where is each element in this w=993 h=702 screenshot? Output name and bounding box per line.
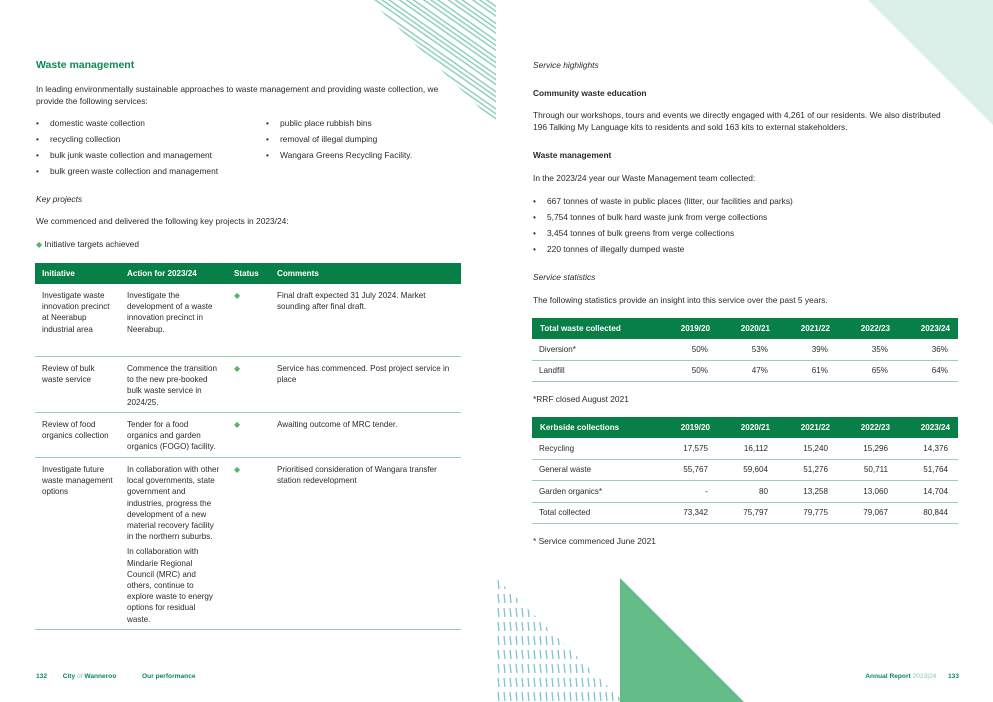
table-row (35, 458, 461, 630)
comment-cell: Prioritised consideration of Wangara transfer station redevelopment (270, 458, 461, 630)
column-header: 2019/20 (658, 318, 718, 339)
comment-cell: Awaiting outcome of MRC tender. (270, 413, 461, 458)
initiative-cell: Investigate future waste management options (35, 458, 120, 630)
decorative-triangle-top (868, 0, 993, 125)
column-header: Kerbside collections (532, 417, 658, 438)
table-cell: 50,711 (838, 459, 898, 481)
table1-note: *RRF closed August 2021 (533, 394, 629, 404)
key-projects-table (35, 263, 461, 630)
legend-label: Initiative targets achieved (44, 239, 139, 249)
table-cell: 17,575 (658, 438, 718, 459)
column-header: 2023/24 (898, 417, 958, 438)
key-projects-heading: Key projects (36, 194, 83, 204)
table-cell: 14,704 (898, 481, 958, 503)
wm-intro: In the 2023/24 year our Waste Management team collected: (533, 173, 756, 183)
initiative-cell: Review of bulk waste service (35, 357, 120, 413)
column-header: 2020/21 (718, 417, 778, 438)
diamond-icon: ◆ (234, 291, 241, 300)
table-cell: 80,844 (898, 502, 958, 524)
table-cell: 50% (658, 360, 718, 382)
status-cell (227, 458, 270, 630)
list-item: • 220 tonnes of illegally dumped waste (533, 244, 953, 260)
service-highlights-heading: Service highlights (533, 60, 599, 70)
table-cell: 15,296 (838, 438, 898, 459)
table-cell: 13,258 (778, 481, 838, 503)
wm-list (533, 196, 953, 260)
table-row (532, 360, 958, 382)
table-row (532, 339, 958, 360)
list-item: • 667 tonnes of waste in public places (litter, our facilities and parks) (533, 196, 953, 212)
diamond-icon: ◆ (234, 465, 241, 474)
table-cell: 16,112 (718, 438, 778, 459)
column-header: Status (227, 263, 270, 284)
table-cell: 53% (718, 339, 778, 360)
footer-left (36, 673, 196, 680)
table-cell: 55,767 (658, 459, 718, 481)
decorative-triangle-bottom (620, 578, 746, 702)
column-header: 2021/22 (778, 318, 838, 339)
initiative-cell: Review of food organics collection (35, 413, 120, 458)
table-row (35, 357, 461, 413)
column-header: 2022/23 (838, 318, 898, 339)
table-header-row (532, 417, 958, 438)
table-cell: 50% (658, 339, 718, 360)
table-cell: 36% (898, 339, 958, 360)
table-cell: 13,060 (838, 481, 898, 503)
footer-right (865, 673, 959, 680)
table-cell: 15,240 (778, 438, 838, 459)
table-cell: 14,376 (898, 438, 958, 459)
table-cell: 65% (838, 360, 898, 382)
table-cell: Landfill (532, 360, 658, 382)
table-cell: 51,764 (898, 459, 958, 481)
table-cell: Garden organics* (532, 481, 658, 503)
action-text: In collaboration with other local governments, state government and industries, progress the development of a new material recovery facility in the northern suburbs. (127, 465, 220, 542)
page-heading: Waste management (36, 59, 135, 71)
action-cell: Tender for a food organics and garden organics (FOGO) facility. (120, 413, 227, 458)
comment-cell: Service has commenced. Post project service in place (270, 357, 461, 413)
list-item: • 3,454 tonnes of bulk greens from verge collections (533, 228, 953, 244)
column-header: 2023/24 (898, 318, 958, 339)
list-item: • bulk green waste collection and management (36, 166, 256, 182)
key-projects-intro: We commenced and delivered the following key projects in 2023/24: (36, 216, 289, 226)
intro-text: In leading environmentally sustainable approaches to waste management and providing waste collection, we provide the following services: (36, 84, 439, 106)
column-header: 2019/20 (658, 417, 718, 438)
list-item: • public place rubbish bins (266, 118, 466, 134)
services-list-1 (36, 118, 256, 182)
community-heading: Community waste education (533, 88, 647, 98)
column-header: Initiative (35, 263, 120, 284)
column-header: 2021/22 (778, 417, 838, 438)
left-page (0, 0, 496, 702)
table-cell: 73,342 (658, 502, 718, 524)
column-header: 2020/21 (718, 318, 778, 339)
page-number: 132 (36, 673, 48, 680)
table-row (532, 438, 958, 459)
action-cell: Investigate the development of a waste innovation precinct in Neerabup. (120, 284, 227, 357)
table-cell: 75,797 (718, 502, 778, 524)
community-text: Through our workshops, tours and events we directly engaged with 4,261 of our residents. We also distributed 196 Talking My Language kits to residents and sold 163 kits to external stakeholders. (533, 110, 941, 132)
footer-of: of (77, 673, 83, 680)
table-cell: 47% (718, 360, 778, 382)
column-header: 2022/23 (838, 417, 898, 438)
footer-year: 2023|24 (912, 673, 937, 680)
table-cell: Diversion* (532, 339, 658, 360)
decorative-pattern-bottom (496, 578, 624, 702)
table-cell: 51,276 (778, 459, 838, 481)
column-header: Comments (270, 263, 461, 284)
table2-note: * Service commenced June 2021 (533, 536, 656, 546)
table-cell: 39% (778, 339, 838, 360)
list-item: • domestic waste collection (36, 118, 256, 134)
column-header: Total waste collected (532, 318, 658, 339)
stats-intro: The following statistics provide an insight into this service over the past 5 years. (533, 295, 828, 305)
table-header-row (35, 263, 461, 284)
legend (36, 239, 139, 251)
comment-cell: Final draft expected 31 July 2024. Market sounding after final draft. (270, 284, 461, 357)
table-cell: Total collected (532, 502, 658, 524)
table-cell: 61% (778, 360, 838, 382)
list-item: • removal of illegal dumping (266, 134, 466, 150)
footer-name: Wanneroo (84, 673, 117, 680)
table-cell: 79,775 (778, 502, 838, 524)
diamond-icon: ◆ (36, 240, 43, 249)
action-cell (120, 458, 227, 630)
footer-city: City (62, 673, 76, 680)
list-item: • recycling collection (36, 134, 256, 150)
footer-section: Our performance (142, 673, 196, 680)
table-row (35, 284, 461, 357)
table-cell: 80 (718, 481, 778, 503)
table-row (35, 413, 461, 458)
table-cell: 79,067 (838, 502, 898, 524)
table-cell: General waste (532, 459, 658, 481)
column-header: Action for 2023/24 (120, 263, 227, 284)
table-row (532, 459, 958, 481)
table-cell: 59,604 (718, 459, 778, 481)
table-cell: 64% (898, 360, 958, 382)
list-item: • bulk junk waste collection and management (36, 150, 256, 166)
page-number: 133 (947, 673, 959, 680)
status-cell (227, 284, 270, 357)
table-header-row (532, 318, 958, 339)
table-row (532, 481, 958, 503)
status-cell (227, 357, 270, 413)
wm-heading: Waste management (533, 150, 612, 160)
list-item: • Wangara Greens Recycling Facility. (266, 150, 466, 166)
table-cell: - (658, 481, 718, 503)
table-row (532, 502, 958, 524)
action-text: In collaboration with Mindarie Regional Council (MRC) and others, continue to explore waste to energy options for residual waste. (127, 547, 213, 624)
stats-heading: Service statistics (533, 272, 596, 282)
total-waste-table (532, 318, 958, 382)
footer-report: Annual Report (865, 673, 911, 680)
right-page (496, 0, 993, 702)
status-cell (227, 413, 270, 458)
table-cell: 35% (838, 339, 898, 360)
table-cell: Recycling (532, 438, 658, 459)
initiative-cell: Investigate waste innovation precinct at Neerabup industrial area (35, 284, 120, 357)
action-cell: Commence the transition to the new pre-booked bulk waste service in 2024/25. (120, 357, 227, 413)
services-list-2 (266, 118, 466, 166)
list-item: • 5,754 tonnes of bulk hard waste junk from verge collections (533, 212, 953, 228)
kerbside-table (532, 417, 958, 524)
diamond-icon: ◆ (234, 364, 241, 373)
diamond-icon: ◆ (234, 420, 241, 429)
